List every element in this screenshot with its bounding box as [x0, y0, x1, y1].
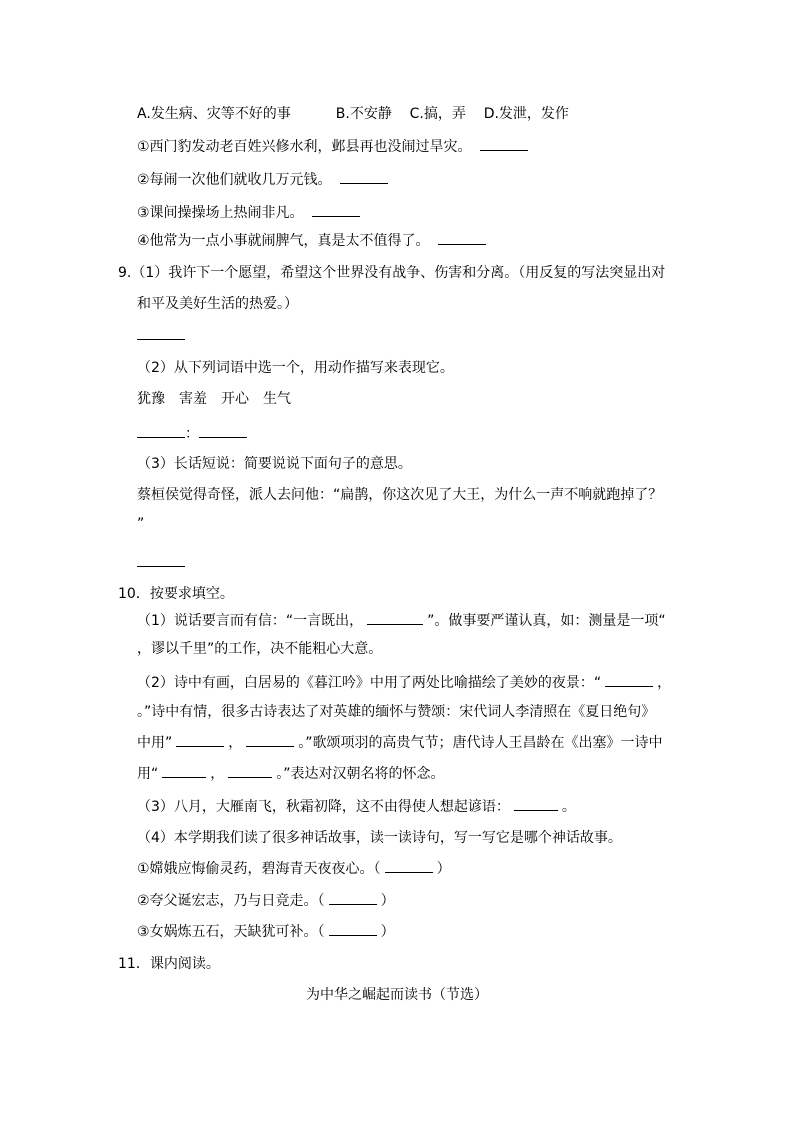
q8-item-2 — [137, 171, 392, 189]
text: ） — [380, 893, 395, 909]
q10-item-2 — [137, 892, 395, 910]
text: ①嫦娥应悔偷灵药，碧海青天夜夜心。（ — [137, 861, 381, 877]
text: ， — [657, 675, 672, 691]
text: （1）说话要言而有信：“一言既出， — [137, 613, 364, 629]
text: 。 — [561, 799, 576, 815]
answer-blank[interactable] — [312, 204, 360, 217]
q10-p2-line2: 。”诗中有情，很多古诗表达了对英雄的缅怀与赞颂：宋代词人李清照在《夏日绝句》 — [137, 704, 656, 720]
item-text: ③课间操操场上热闹非凡。 — [137, 205, 304, 221]
q10-p3 — [137, 798, 576, 816]
q11-title: 11．课内阅读。 — [118, 956, 220, 972]
q9-p1-line2: 和平及美好生活的热爱。） — [137, 296, 298, 312]
q10-p1 — [137, 612, 666, 630]
q8-item-1 — [137, 138, 532, 156]
text: ） — [436, 861, 451, 877]
answer-blank[interactable] — [137, 554, 185, 567]
q9-p1-answer — [137, 327, 185, 345]
q9-p3-close: ” — [137, 516, 145, 532]
q9-p1-line1: 9.（1）我许下一个愿望，希望这个世界没有战争、伤害和分离。（用反复的写法突显出对 — [118, 265, 666, 281]
q9-p3-answer — [137, 554, 185, 572]
answer-blank[interactable] — [137, 425, 185, 438]
answer-blank[interactable] — [480, 138, 528, 151]
q10-item-3 — [137, 923, 395, 941]
item-text: ①西门豹发动老百姓兴修水利，邺县再也没闹过旱灾。 — [137, 139, 472, 155]
answer-blank[interactable] — [438, 232, 486, 245]
text: ”。做事要严谨认真，如：测量是一项“ — [427, 613, 666, 629]
q9-p2-answer — [137, 425, 247, 443]
item-text: ②每闹一次他们就收几万元钱。 — [137, 172, 332, 188]
q10-p2 — [137, 674, 671, 692]
colon: ： — [185, 426, 199, 442]
q10-p4: （4）本学期我们读了很多神话故事，读一读诗句，写一写它是哪个神话故事。 — [137, 830, 622, 846]
q10-p1-cont: ，谬以千里”的工作，决不能粗心大意。 — [137, 641, 383, 657]
text: 。”表达对汉朝名将的怀念。 — [276, 766, 445, 782]
text: ②夸父诞宏志，乃与日竞走。（ — [137, 893, 325, 909]
option-b: B.不安静 — [335, 106, 392, 122]
text: 用“ — [137, 766, 159, 782]
q8-options — [137, 105, 569, 123]
answer-blank[interactable] — [246, 734, 294, 747]
answer-blank[interactable] — [340, 171, 388, 184]
q8-item-3 — [137, 204, 364, 222]
answer-blank[interactable] — [385, 860, 433, 873]
q9-words: 犹豫 害羞 开心 生气 — [137, 391, 291, 407]
answer-blank[interactable] — [329, 892, 377, 905]
text: （3）八月，大雁南飞，秋霜初降，这不由得使人想起谚语： — [137, 799, 510, 815]
answer-blank[interactable] — [605, 674, 653, 687]
text: 中用” — [137, 735, 173, 751]
q10-item-1 — [137, 860, 451, 878]
passage-title: 为中华之崛起而读书（节选） — [306, 987, 488, 1003]
item-text: ④他常为一点小事就闹脾气，真是太不值得了。 — [137, 233, 430, 249]
text: ， — [228, 735, 243, 751]
q9-p3: （3）长话短说：简要说说下面句子的意思。 — [137, 456, 412, 472]
answer-blank[interactable] — [329, 923, 377, 936]
text: （2）诗中有画，白居易的《暮江吟》中用了两处比喻描绘了美妙的夜景：“ — [137, 675, 602, 691]
q8-item-4 — [137, 232, 490, 250]
answer-blank[interactable] — [199, 425, 247, 438]
answer-blank[interactable] — [228, 765, 272, 778]
answer-blank[interactable] — [137, 327, 185, 340]
q9-p2: （2）从下列词语中选一个，用动作描写来表现它。 — [137, 360, 454, 376]
option-a: A.发生病、灾等不好的事 — [137, 106, 291, 122]
q10-title: 10．按要求填空。 — [118, 586, 234, 602]
option-d: D.发泄，发作 — [483, 106, 569, 122]
q10-p2-line4 — [137, 765, 445, 783]
answer-blank[interactable] — [176, 734, 224, 747]
answer-blank[interactable] — [162, 765, 206, 778]
text: ） — [380, 924, 395, 940]
text: 。”歌颂项羽的高贵气节；唐代诗人王昌龄在《出塞》一诗中 — [298, 735, 663, 751]
q10-p2-line3 — [137, 734, 663, 752]
text: ， — [210, 766, 225, 782]
answer-blank[interactable] — [514, 798, 558, 811]
text: ③女娲炼五石，天缺犹可补。（ — [137, 924, 325, 940]
answer-blank[interactable] — [367, 612, 423, 625]
option-c: C.搞，弄 — [409, 106, 466, 122]
q9-p3-text: 蔡桓侯觉得奇怪，派人去问他：“扁鹊，你这次见了大王，为什么一声不响就跑掉了？ — [137, 487, 663, 503]
